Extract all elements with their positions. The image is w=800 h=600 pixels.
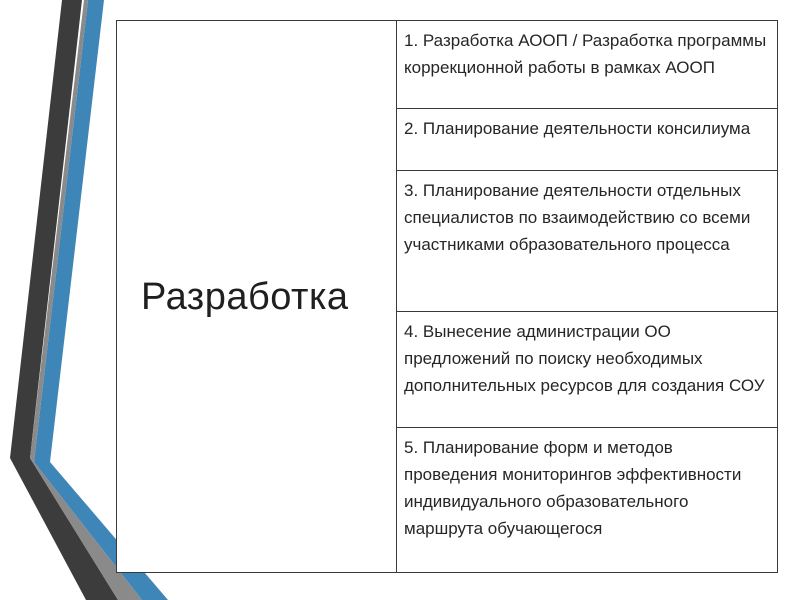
list-item: 4. Вынесение администрации ОО предложений по поиску необходимых дополнительных ресурсов для создания СОУ — [397, 312, 778, 428]
list-item: 1. Разработка АООП / Разработка программы коррекционной работы в рамках АООП — [397, 21, 778, 109]
list-item: 3. Планирование деятельности отдельных специалистов по взаимодействию со всеми участниками образовательного процесса — [397, 171, 778, 312]
list-item: 2. Планирование деятельности консилиума — [397, 109, 778, 171]
heading-cell — [117, 21, 397, 573]
content-table — [116, 20, 778, 573]
slide-heading: Разработка — [141, 275, 349, 318]
table-row — [117, 21, 778, 109]
list-item: 5. Планирование форм и методов проведения мониторингов эффективности индивидуального образовательного маршрута обучающегося — [397, 428, 778, 573]
